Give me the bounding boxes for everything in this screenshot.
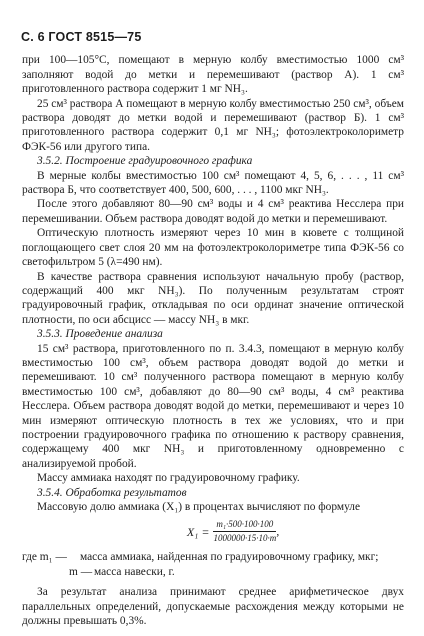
formula-trail: , [276,525,280,538]
legend-m1-text: масса аммиака, найденная по градуировочному графику, мкг; [80,551,379,564]
section-heading-analysis: 3.5.3. Проведение анализа [37,328,163,341]
formula-numerator: m₁·500·100·100 [213,519,276,532]
paragraph-conclusion: За результат анализа принимают среднее арифметическое двух параллельных определений, допускаемые расхождения между которыми не должны превышать 0,3%. [22,586,404,628]
legend-lead: где m₁ — [22,551,67,564]
paragraph-flasks: В мерные колбы вместимостью 100 см³ помещают 4, 5, 6, . . . , 11 см³ раствора Б, что соответствует 400, 500, 600, . . . , 1100 мкг NH₃. [22,169,404,197]
paragraph-solution-a: при 100—105°С, помещают в мерную колбу вместимостью 1000 см³ заполняют водой до метки и перемешивают (раствор А). 1 см³ приготовленного раствора содержит 1 мг NH₃. [22,54,404,96]
legend-m-lead: m — [69,565,93,578]
legend-m-text: масса навески, г. [94,565,175,578]
paragraph-ammonia-mass: Массу аммиака находят по градуировочному графику. [37,472,300,485]
formula-lhs: X₁ = [186,524,210,539]
formula-x1 [62,519,404,544]
formula-denominator: 1000000·15·10·m [213,533,277,544]
formula-fraction [213,519,276,544]
legend-row-m [22,565,404,579]
paragraph-solution-b: 25 см³ раствора А помещают в мерную колбу вместимостью 250 см³, объем раствора доводят до метки водой и перемешивают (раствор Б). 1 см³ приготовленного раствора содержит 0,1 мг NH₃; фотоэлектроколориметр ФЭК-56 или другого типа. [22,97,404,153]
legend-row-m1 [22,550,404,564]
paragraph-optical-density: Оптическую плотность измеряют через 10 мин в кювете с толщиной поглощающего свет слоя 20 мм на фотоэлектроколориметре типа ФЭК-56 со светофильтром 5 (λ=490 нм). [22,227,404,269]
paragraph-analysis-procedure: 15 см³ раствора, приготовленного по п. 3.4.3, помещают в мерную колбу вместимостью 100 см³, объем раствора доводят водой до метки и перемешивают. 10 см³ полученного раствора помещают в мерную колбу вместимостью 100 см³, добавляют до 80—90 см³ воды, 4 см³ реактива Несслера. Объем раствора доводят водой до метки, перемешивают и через 10 мин измеряют оптическую плотность в тех же условиях, что и при построении градуировочного графика по отношению к раствору сравнения, содержащему 400 мкг NH₃ и приготовленному одновременно с анализируемой пробой. [22,342,404,470]
paragraph-water-reagent: После этого добавляют 80—90 см³ воды и 4 см³ реактива Несслера при перемешивании. Объем раствора доводят водой до метки и перемешивают. [22,198,404,225]
section-heading-results: 3.5.4. Обработка результатов [37,486,187,499]
page-header: С. 6 ГОСТ 8515—75 [21,30,142,44]
formula-legend [22,550,404,579]
paragraph-formula-intro: Массовую долю аммиака (X₁) в процентах вычисляют по формуле [37,501,361,513]
document-page [22,30,404,628]
section-heading-calibration: 3.5.2. Построение градуировочного графика [37,155,253,168]
paragraph-reference-solution: В качестве раствора сравнения используют начальную пробу (раствор, содержащий 400 мкг NH₃). По полученным результатам строят градуировочный график, откладывая по оси ординат значение оптической плотности, по оси абсцисс — массу NH₃ в мкг. [22,270,404,326]
